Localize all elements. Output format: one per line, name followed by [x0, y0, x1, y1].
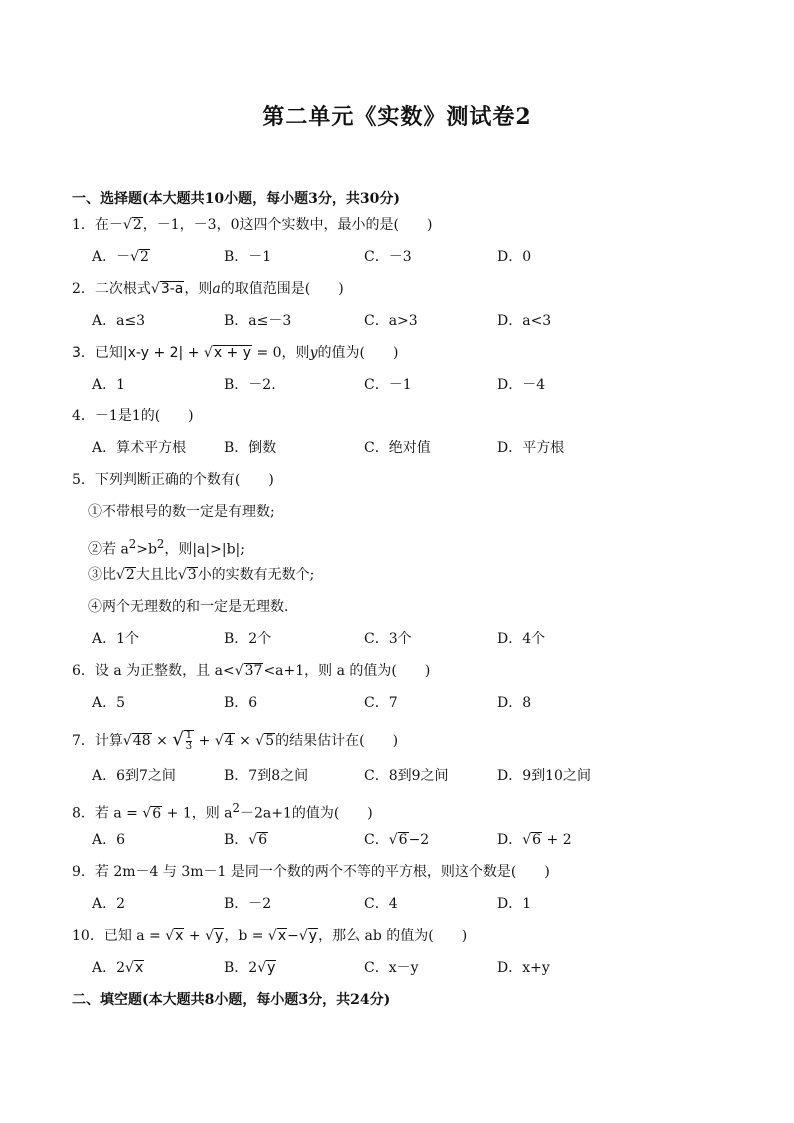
option-c[interactable]: C．x－y [364, 960, 419, 976]
option-a[interactable]: A．6 [92, 832, 126, 848]
option-d[interactable]: D．a<3 [497, 313, 552, 329]
section-heading-choice: 一、选择题(本大题共10小题，每小题3分，共30分) [72, 191, 400, 207]
option-b[interactable]: B．2个 [224, 631, 272, 647]
option-d[interactable]: D．0 [497, 249, 532, 265]
option-c[interactable]: C．3个 [364, 631, 412, 647]
option-d[interactable]: D．√6 + 2 [497, 832, 572, 848]
option-a[interactable]: A．1 [92, 377, 126, 393]
question-4: 4．－1是1的( ) [72, 408, 194, 424]
option-c[interactable]: C．－3 [364, 249, 412, 265]
question-7: 7．计算√48 × √ $\frac{1}{3}$ + √4 × √5的结果估计在( ) [72, 729, 399, 752]
option-d[interactable]: D．－4 [497, 377, 546, 393]
option-d[interactable]: D．1 [497, 896, 532, 912]
option-a[interactable]: A．2 [92, 896, 126, 912]
option-b[interactable]: B．6 [224, 695, 258, 711]
option-b[interactable]: B．倒数 [224, 440, 277, 456]
question-2-options [92, 312, 732, 330]
option-b[interactable]: B．－2. [224, 377, 276, 393]
option-c[interactable]: C．绝对值 [364, 440, 431, 456]
option-a[interactable]: A．2√x [92, 960, 144, 976]
option-d[interactable]: D．9到10之间 [497, 768, 591, 784]
option-b[interactable]: B．7到8之间 [224, 768, 309, 784]
question-2: 2．二次根式√3-a，则a的取值范围是( ) [72, 281, 344, 297]
option-a[interactable]: A．算术平方根 [92, 440, 187, 456]
option-b[interactable]: B．－2 [224, 896, 272, 912]
statement-3: ③比√2大且比√3小的实数有无数个; [88, 567, 315, 583]
option-b[interactable]: B．2√y [224, 960, 276, 976]
question-10: 10．已知 a = √x + √y，b = √x−√y，那么 ab 的值为( ) [72, 928, 468, 944]
option-b[interactable]: B．a≤－3 [224, 313, 292, 329]
option-a[interactable]: A．－√2 [92, 249, 149, 265]
section-heading-fill-in: 二、填空题(本大题共8小题，每小题3分，共24分) [72, 992, 391, 1008]
option-a[interactable]: A．1个 [92, 631, 140, 647]
question-8-options [92, 831, 732, 849]
question-1: 1．在－√2，－1，－3，0这四个实数中，最小的是( ) [72, 217, 433, 233]
question-9: 9．若 2m－4 与 3m－1 是同一个数的两个不等的平方根，则这个数是( ) [72, 864, 550, 880]
option-c[interactable]: C．－1 [364, 377, 412, 393]
option-a[interactable]: A．6到7之间 [92, 768, 176, 784]
question-10-options [92, 959, 732, 977]
question-3: 3．已知|x-y + 2| + √x + y = 0，则y的值为( ) [72, 345, 399, 361]
option-c[interactable]: C．4 [364, 896, 398, 912]
page-title: 第二单元《实数》测试卷2 [262, 104, 532, 130]
option-a[interactable]: A．5 [92, 695, 126, 711]
question-4-options [92, 439, 732, 457]
option-c[interactable]: C．8到9之间 [364, 768, 449, 784]
question-6: 6．设 a 为正整数，且 a<√37<a+1，则 a 的值为( ) [72, 663, 431, 679]
question-5: 5．下列判断正确的个数有( ) [72, 472, 274, 488]
option-c[interactable]: C．√6−2 [364, 832, 430, 848]
statement-2: ②若 $a^2>b^2$，则|a|>|b|; [88, 537, 245, 558]
question-9-options [92, 895, 732, 913]
question-7-options [92, 767, 732, 785]
option-d[interactable]: D．平方根 [497, 440, 565, 456]
option-d[interactable]: D．4个 [497, 631, 546, 647]
option-d[interactable]: D．x+y [497, 960, 550, 976]
option-d[interactable]: D．8 [497, 695, 532, 711]
option-b[interactable]: B．－1 [224, 249, 272, 265]
option-a[interactable]: A．a≤3 [92, 313, 146, 329]
question-5-options [92, 630, 732, 648]
question-1-options [92, 248, 732, 266]
question-8: 8．若 a = √6 + 1，则 $a^2-2a+1$的值为( ) [72, 801, 373, 822]
statement-1: ①不带根号的数一定是有理数; [88, 504, 275, 520]
statement-4: ④两个无理数的和一定是无理数. [88, 599, 289, 615]
option-c[interactable]: C．a>3 [364, 313, 418, 329]
option-b[interactable]: B．√6 [224, 832, 268, 848]
option-c[interactable]: C．7 [364, 695, 398, 711]
question-3-options [92, 376, 732, 394]
question-6-options [92, 694, 732, 712]
